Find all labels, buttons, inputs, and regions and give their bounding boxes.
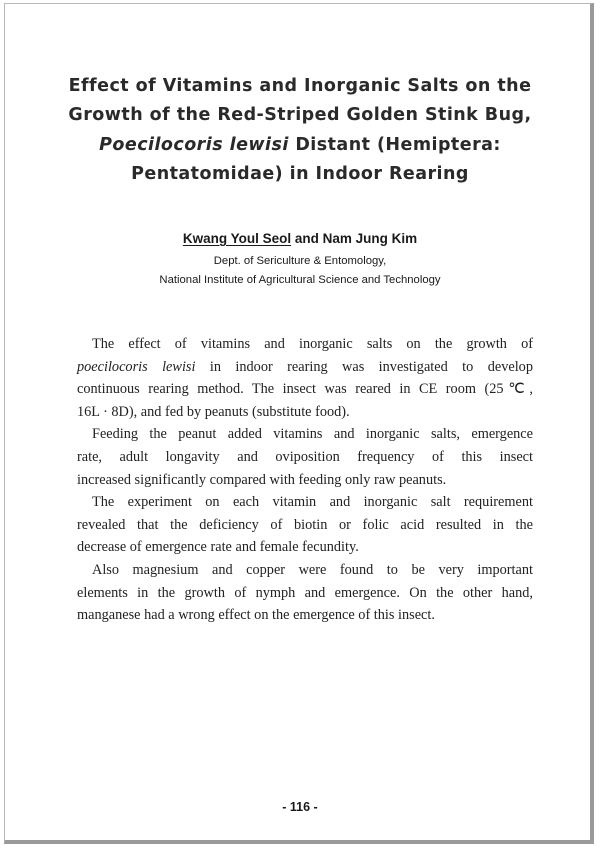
species-name: Poecilocoris lewisi xyxy=(99,134,289,155)
title-line xyxy=(40,131,560,160)
species-name: poecilocoris lewisi xyxy=(77,358,196,375)
text-line: The experiment on each vitamin and inorganic salt requirement xyxy=(92,494,533,511)
abstract-paragraph xyxy=(77,559,533,627)
author-name: Kwang Youl Seol xyxy=(182,231,292,246)
title-line: Growth of the Red-Striped Golden Stink Bug, xyxy=(68,105,532,126)
text-line: rate, adult longavity and oviposition frequency of this insect xyxy=(77,448,533,465)
text-line xyxy=(77,356,533,379)
text-line: manganese had a wrong effect on the emergence of this insect. xyxy=(77,607,435,624)
affiliation-line: Dept. of Sericulture & Entomology, xyxy=(213,255,387,267)
title-line: Effect of Vitamins and Inorganic Salts on the xyxy=(68,76,532,96)
text-line: decrease of emergence rate and female fecundity. xyxy=(77,539,359,556)
text-line: elements in the growth of nymph and emergence. On the other hand, xyxy=(77,584,533,601)
text-line: 16L · 8D), and fed by peanuts (substitute food). xyxy=(77,403,350,420)
affiliation xyxy=(0,252,600,290)
abstract-paragraph xyxy=(77,491,533,559)
title-line: Pentatomidae) in Indoor Rearing xyxy=(131,163,469,184)
text-line: continuous rearing method. The insect was reared in CE room (25℃, xyxy=(77,381,533,398)
paper-title xyxy=(40,72,560,189)
abstract-paragraph xyxy=(77,333,533,423)
author-name: Nam Jung Kim xyxy=(322,231,418,246)
text-line: The effect of vitamins and inorganic salts on the growth of xyxy=(92,336,533,352)
text-line: revealed that the deficiency of biotin or folic acid resulted in the xyxy=(77,516,533,533)
abstract-paragraph xyxy=(77,423,533,491)
abstract-body xyxy=(77,333,533,627)
title-line-rest: Distant (Hemiptera: xyxy=(288,134,501,155)
affiliation-line: National Institute of Agricultural Science and Technology xyxy=(159,274,441,286)
page-number: - 116 - xyxy=(282,800,318,814)
text-line-rest: in indoor rearing was investigated to develop xyxy=(195,358,533,375)
author-list xyxy=(0,230,600,248)
text-line: Also magnesium and copper were found to be very important xyxy=(92,561,533,578)
text-line: Feeding the peanut added vitamins and inorganic salts, emergence xyxy=(92,426,533,443)
author-separator: and xyxy=(291,231,323,246)
text-line: increased significantly compared with feeding only raw peanuts. xyxy=(77,471,447,488)
